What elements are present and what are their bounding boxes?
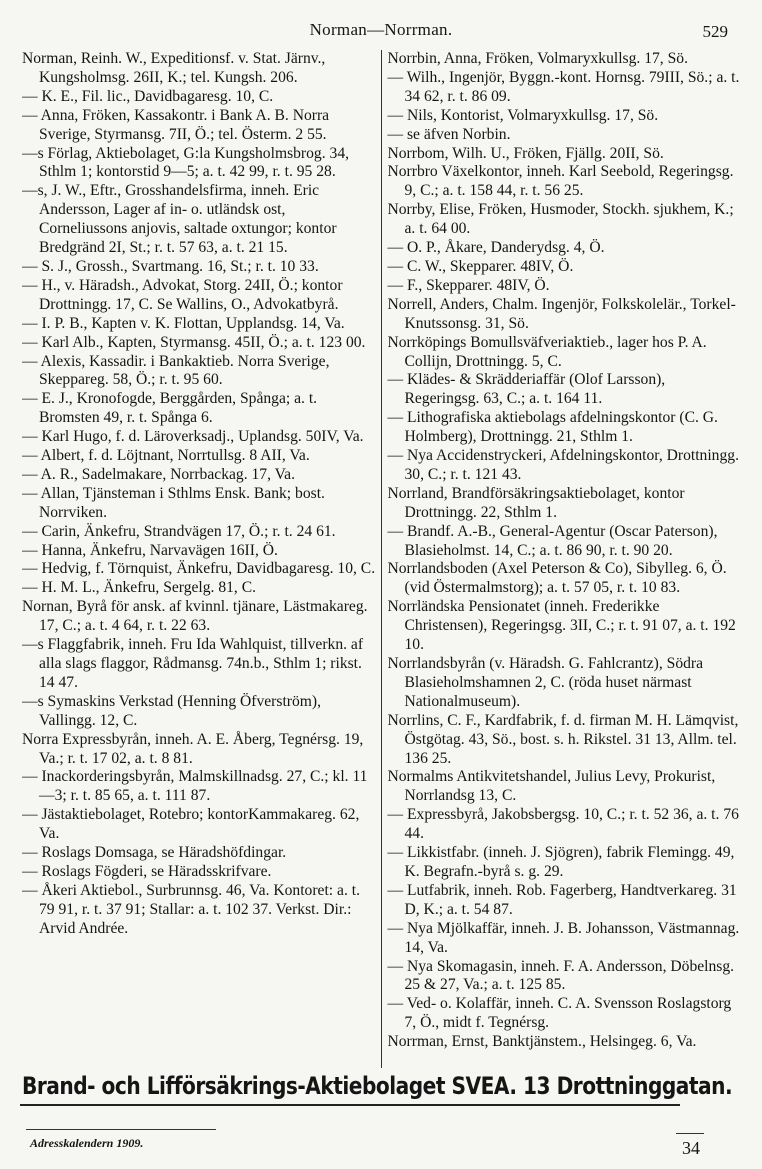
directory-entry: — Åkeri Aktiebol., Surbrunnsg. 46, Va. Kontoret: a. t. 79 91, r. t. 37 91; Stallar: a. t. 102 37. Verkst. Dir.: Arvid Andrée. bbox=[22, 881, 360, 937]
directory-entry: — Ved- o. Kolaffär, inneh. C. A. Svensson Roslagstorg 7, Ö., midt f. Tegnérsg. bbox=[387, 995, 732, 1032]
directory-entry: — Hedvig, f. Törnquist, Änkefru, Davidbagaresg. 10, C. bbox=[22, 560, 376, 578]
directory-entry: Nornan, Byrå för ansk. af kvinnl. tjänare, Lästmakareg. 17, C.; a. t. 4 64, r. t. 22 63. bbox=[22, 598, 368, 635]
directory-entry: — F., Skepparег. 48IV, Ö. bbox=[387, 276, 550, 294]
directory-entry: — Karl Alb., Kapten, Styrmansg. 45II, Ö.; a. t. 123 00. bbox=[22, 333, 366, 351]
directory-entry: —s Flaggfabrik, inneh. Fru Ida Wahlquist, tillverkn. af alla slags flaggor, Rådmansg. 74n.b., Sthlm 1; rikst. 14 47. bbox=[22, 636, 364, 691]
directory-entry: Norra Expressbyrån, inneh. A. E. Åberg, Tegnérsg. 19, Va.; r. t. 17 02, a. t. 8 81. bbox=[22, 730, 364, 767]
directory-entry: — Karl Hugo, f. d. Läroverksadj., Uplandsg. 50IV, Va. bbox=[22, 428, 364, 446]
directory-entry: Normalms Antikvitetshandel, Julius Levy, Prokurist, Norrlandsg 13, C. bbox=[387, 768, 716, 805]
directory-entry: Norrlins, C. F., Kardfabrik, f. d. firman M. H. Lämqvist, Östgötag. 43, Sö., bost. s. h. Rikstel. 31 13, Allm. tel. 136 25. bbox=[387, 711, 739, 767]
directory-entry: Norrköpings Bomullsväfveriaktieb., lager hos P. A. Collijn, Drottningg. 5, C. bbox=[387, 333, 707, 370]
directory-entry: — Wilh., Ingenjör, Byggn.-kont. Hornsg. 79III, Sö.; a. t. 34 62, r. t. 86 09. bbox=[387, 68, 740, 105]
directory-entry: — H., v. Häradsh., Advokat, Storg. 24II, Ö.; kontor Drottningg. 17, C. Se Wallins, O., Advokatbyrå. bbox=[22, 276, 343, 313]
directory-columns bbox=[22, 50, 742, 1068]
directory-entry: Norrland, Brandförsäkringsaktiebolaget, kontor Drottningg. 22, Sthlm 1. bbox=[387, 484, 685, 521]
directory-entry: — Jästaktiebolaget, Rotebro; kontorKammakareg. 62, Va. bbox=[22, 806, 360, 843]
left-column bbox=[22, 50, 381, 1068]
directory-entry: — Lithografiska aktiebolags afdelningskontor (C. G. Holmberg), Drottningg. 21, Sthlm 1. bbox=[387, 409, 718, 446]
directory-entry: — H. M. L., Änkefru, Sergelg. 81, C. bbox=[22, 579, 257, 597]
running-head: Norman—Norrman. bbox=[309, 20, 453, 39]
right-column bbox=[381, 50, 743, 1068]
directory-entry: — Roslags Domsaga, se Häradshöfdingar. bbox=[22, 844, 287, 862]
directory-entry: — Expressbyrå, Jakobsbergsg. 10, C.; r. t. 52 36, a. t. 76 44. bbox=[387, 806, 739, 843]
directory-entry: Norrbom, Wilh. U., Fröken, Fjällg. 20II, Sö. bbox=[387, 144, 664, 162]
directory-entry: Norman, Reinh. W., Expeditionsf. v. Stat. Järnv., Kungsholmsg. 26II, K.; tel. Kungsh. 206. bbox=[22, 50, 326, 86]
footer-advertisement: Brand- och Lifförsäkrings-Aktiebolaget SVEA. 13 Drottninggatan. bbox=[22, 1072, 733, 1100]
page-header bbox=[22, 20, 740, 46]
directory-entry: — Nya Mjölkaffär, inneh. J. B. Johansson, Västmannag. 14, Va. bbox=[387, 919, 740, 956]
publication-title: Adresskalendern 1909. bbox=[30, 1136, 144, 1150]
directory-entry: — A. R., Sadelmakare, Norrbackag. 17, Va. bbox=[22, 465, 295, 483]
directory-entry: — Anna, Fröken, Kassakontr. i Bank A. B. Norra Sverige, Styrmansg. 7II, Ö.; tel. Österm. 2 55. bbox=[22, 106, 330, 143]
directory-entry: — Nya Skomagasin, inneh. F. A. Andersson, Döbelnsg. 25 & 27, Va.; a. t. 125 85. bbox=[387, 957, 735, 994]
directory-entry: Norrlandsbyrån (v. Häradsh. G. Fahlcrantz), Södra Blasieholmshamnen 2, C. (röda huset närmast Nationalmuseum). bbox=[387, 655, 704, 710]
directory-entry: — K. E., Fil. lic., Davidbagaresg. 10, C. bbox=[22, 87, 274, 105]
directory-entry: Norrländska Pensionatet (inneh. Frederikke Christensen), Regeringsg. 3II, C.; r. t. 91 07, a. t. 192 10. bbox=[387, 598, 736, 654]
directory-entry: Norrbin, Anna, Fröken, Volmaryxkullsg. 17, Sö. bbox=[387, 50, 688, 67]
directory-entry: — Allan, Tjänsteman i Sthlms Ensk. Bank; bost. Norrviken. bbox=[22, 484, 325, 521]
sheet-number-rule bbox=[676, 1133, 704, 1134]
publication-rule bbox=[26, 1129, 216, 1130]
directory-entry: — Albert, f. d. Löjtnant, Norrtullsg. 8 AII, Va. bbox=[22, 447, 310, 465]
directory-entry: — Likkistfabr. (inneh. J. Sjögren), fabrik Flemingg. 49, K. Begrafn.-byrå s. g. 29. bbox=[387, 844, 735, 880]
directory-entry: — C. W., Skepparег. 48IV, Ö. bbox=[387, 257, 574, 275]
directory-entry: Norrby, Elise, Fröken, Husmoder, Stockh. sjukhem, K.; a. t. 64 00. bbox=[387, 201, 734, 238]
directory-entry: — Alexis, Kassadir. i Bankaktieb. Norra Sverige, Skeppareg. 58, Ö.; r. t. 95 60. bbox=[22, 352, 330, 389]
directory-entry: Norrman, Ernst, Banktjänstem., Helsingeg. 6, Va. bbox=[387, 1033, 697, 1051]
directory-entry: — Inackorderingsbyrån, Malmskillnadsg. 27, C.; kl. 11—3; r. t. 85 65, a. t. 111 87. bbox=[22, 768, 368, 805]
directory-entry: — S. J., Grossh., Svartmang. 16, St.; r. t. 10 33. bbox=[22, 257, 319, 275]
directory-entry: Norrell, Anders, Chalm. Ingenjör, Folkskolelär., Torkel-Knutssonsg. 31, Sö. bbox=[387, 295, 736, 332]
directory-entry: —s, J. W., Eftr., Grosshandelsfirma, inneh. Eric Andersson, Lager af in- o. utländsk ost, Corneliussons anjovis, saltade oxtungor; kontor Bredgränd 2I, St.; r. t. 57 63, a. t. 21 15. bbox=[22, 182, 337, 257]
directory-entry: — O. P., Åkare, Danderydsg. 4, Ö. bbox=[387, 239, 605, 257]
directory-entry: —s Symaskins Verkstad (Henning Öfverström), Vallingg. 12, C. bbox=[22, 692, 321, 729]
directory-entry: Norrlandsboden (Axel Peterson & Co), Sibylleg. 6, Ö. (vid Östermalmstorg); a. t. 57 05, r. t. 10 83. bbox=[387, 560, 727, 597]
directory-entry: — E. J., Kronofogde, Berggården, Spånga; a. t. Bromsten 49, r. t. Spånga 6. bbox=[22, 390, 318, 427]
directory-entry: — Nils, Kontorist, Volmaryxkullsg. 17, Sö. bbox=[387, 106, 659, 124]
footer-rule bbox=[20, 1104, 680, 1106]
directory-entry: — Carin, Änkefru, Strandvägen 17, Ö.; r. t. 24 61. bbox=[22, 522, 336, 540]
directory-entry: — Brandf. A.-B., General-Agentur (Oscar Paterson), Blasieholmst. 14, C.; a. t. 86 90, r. t. 90 20. bbox=[387, 522, 718, 559]
directory-entry: Norrbro Växelkontor, inneh. Karl Seebold, Regeringsg. 9, C.; a. t. 158 44, r. t. 56 25. bbox=[387, 163, 734, 200]
sheet-number: 34 bbox=[682, 1138, 700, 1158]
directory-entry: — Nya Accidenstryckeri, Afdelningskontor, Drottningg. 30, C.; r. t. 121 43. bbox=[387, 447, 739, 483]
directory-entry: — Hanna, Änkefru, Narvavägen 16II, Ö. bbox=[22, 541, 278, 559]
directory-entry: — Klädes- & Skrädderiaffär (Olof Larsson), Regeringsg. 63, C.; a. t. 164 11. bbox=[387, 371, 666, 408]
directory-entry: — Lutfabrik, inneh. Rob. Fagerberg, Handtverkareg. 31 D, K.; a. t. 54 87. bbox=[387, 881, 737, 918]
directory-entry: — Roslags Fögderi, se Häradsskrifvare. bbox=[22, 862, 272, 880]
page-number: 529 bbox=[702, 22, 728, 41]
directory-entry: — I. P. B., Kapten v. K. Flottan, Upplandsg. 14, Va. bbox=[22, 314, 345, 332]
directory-entry: — se äfven Norbin. bbox=[387, 125, 511, 143]
directory-entry: —s Förlag, Aktiebolaget, G:la Kungsholmsbrog. 34, Sthlm 1; kontorstid 9—5; a. t. 42 99, r. t. 95 28. bbox=[22, 144, 350, 181]
